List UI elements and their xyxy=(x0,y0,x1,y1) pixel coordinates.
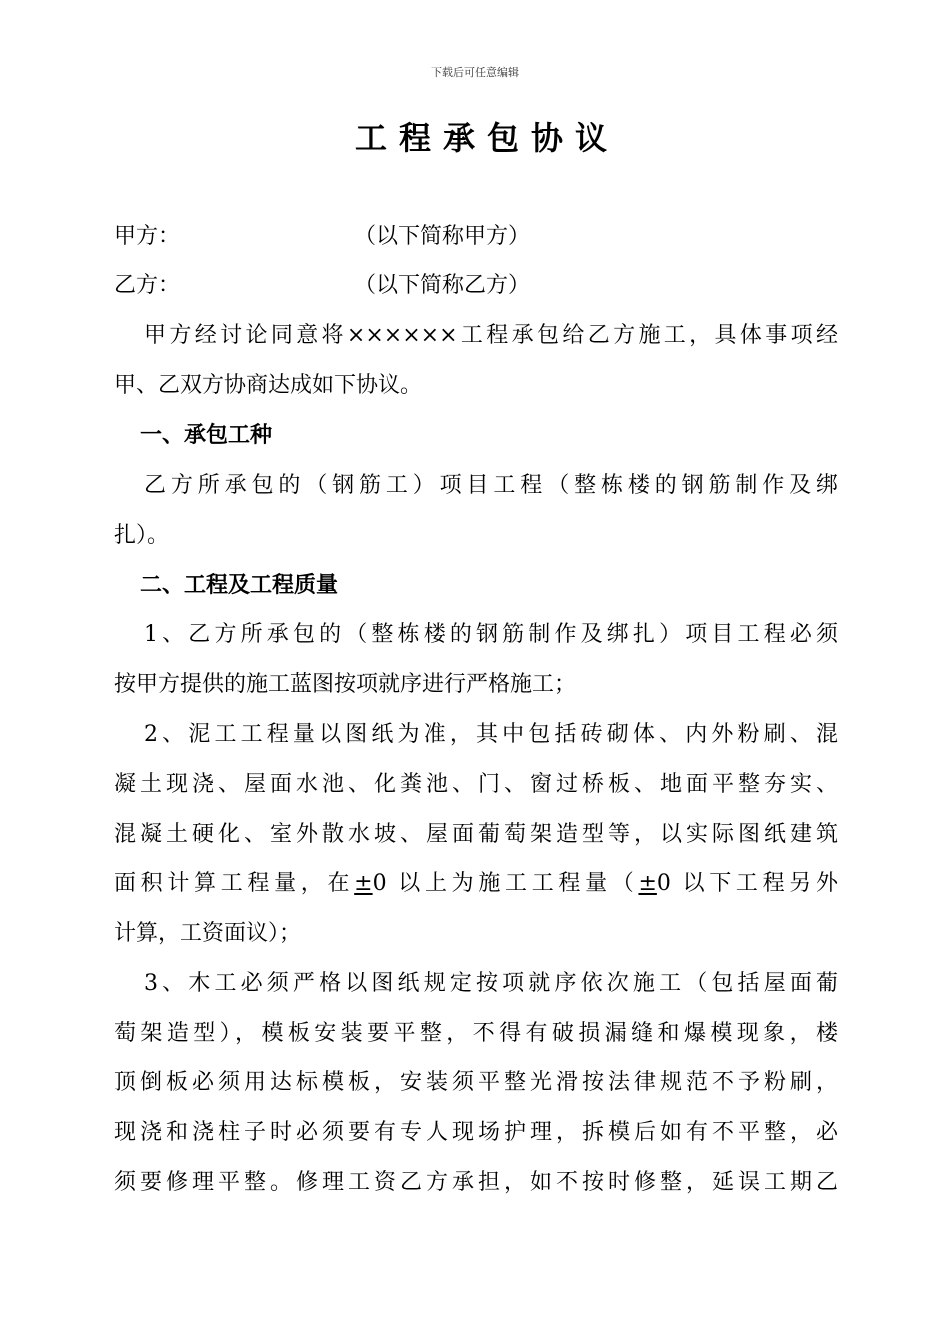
plus-minus-symbol: ± xyxy=(354,871,373,896)
party-b-note: （以下简称乙方） xyxy=(354,273,531,298)
item-2-line-2: 凝土现浇、屋面水池、化粪池、门、窗过桥板、地面平整夯实、 xyxy=(114,772,838,797)
item-3-line-4: 现浇和浇柱子时必须要有专人现场护理，拆模后如有不平整，必 xyxy=(114,1120,838,1145)
party-b-label: 乙方： xyxy=(114,273,181,298)
intro-line-2: 甲、乙双方协商达成如下协议。 xyxy=(114,373,423,398)
document-title: 工程承包协议 xyxy=(354,119,619,157)
party-a-note: （以下简称甲方） xyxy=(354,224,531,249)
party-a-label: 甲方： xyxy=(114,224,181,249)
item-2-line-5: 计算，工资面议）； xyxy=(114,921,302,946)
plus-minus-symbol: ± xyxy=(638,871,657,896)
item-3-line-2: 萄架造型），模板安装要平整，不得有破损漏缝和爆模现象，楼 xyxy=(114,1021,838,1046)
item-3-line-5: 须要修理平整。修理工资乙方承担，如不按时修整，延误工期乙 xyxy=(114,1170,838,1195)
section-1-heading: 一、承包工种 xyxy=(140,423,273,448)
item-2-line-4-part-e: 0 以下工程另外 xyxy=(656,871,838,896)
item-1-line-2: 按甲方提供的施工蓝图按项就序进行严格施工； xyxy=(114,672,577,697)
header-note: 下载后可任意编辑 xyxy=(431,66,519,79)
item-2-line-1: 2、泥工工程量以图纸为准，其中包括砖砌体、内外粉刷、混 xyxy=(144,722,838,747)
item-3-line-3: 顶倒板必须用达标模板，安装须平整光滑按法律规范不予粉刷， xyxy=(114,1070,838,1095)
section-1-line-1: 乙方所承包的（钢筋工）项目工程（整栋楼的钢筋制作及绑 xyxy=(144,473,838,498)
section-2-heading: 二、工程及工程质量 xyxy=(140,573,339,598)
item-2-line-4-part-c: 0 以上为施工工程量（ xyxy=(372,871,639,896)
item-1-line-1: 1、乙方所承包的（整栋楼的钢筋制作及绑扎）项目工程必须 xyxy=(144,622,838,647)
item-3-line-1: 3、木工必须严格以图纸规定按项就序依次施工（包括屋面葡 xyxy=(144,971,838,996)
party-a-line xyxy=(114,222,838,252)
intro-line-1: 甲方经讨论同意将××××××工程承包给乙方施工，具体事项经 xyxy=(144,323,838,348)
item-2-line-3: 混凝土硬化、室外散水坡、屋面葡萄架造型等，以实际图纸建筑 xyxy=(114,822,838,847)
section-1-line-2: 扎）。 xyxy=(114,523,170,548)
party-b-line xyxy=(114,271,838,301)
item-2-line-4-part-a: 面积计算工程量，在 xyxy=(114,871,355,896)
item-2-line-4 xyxy=(114,869,838,899)
